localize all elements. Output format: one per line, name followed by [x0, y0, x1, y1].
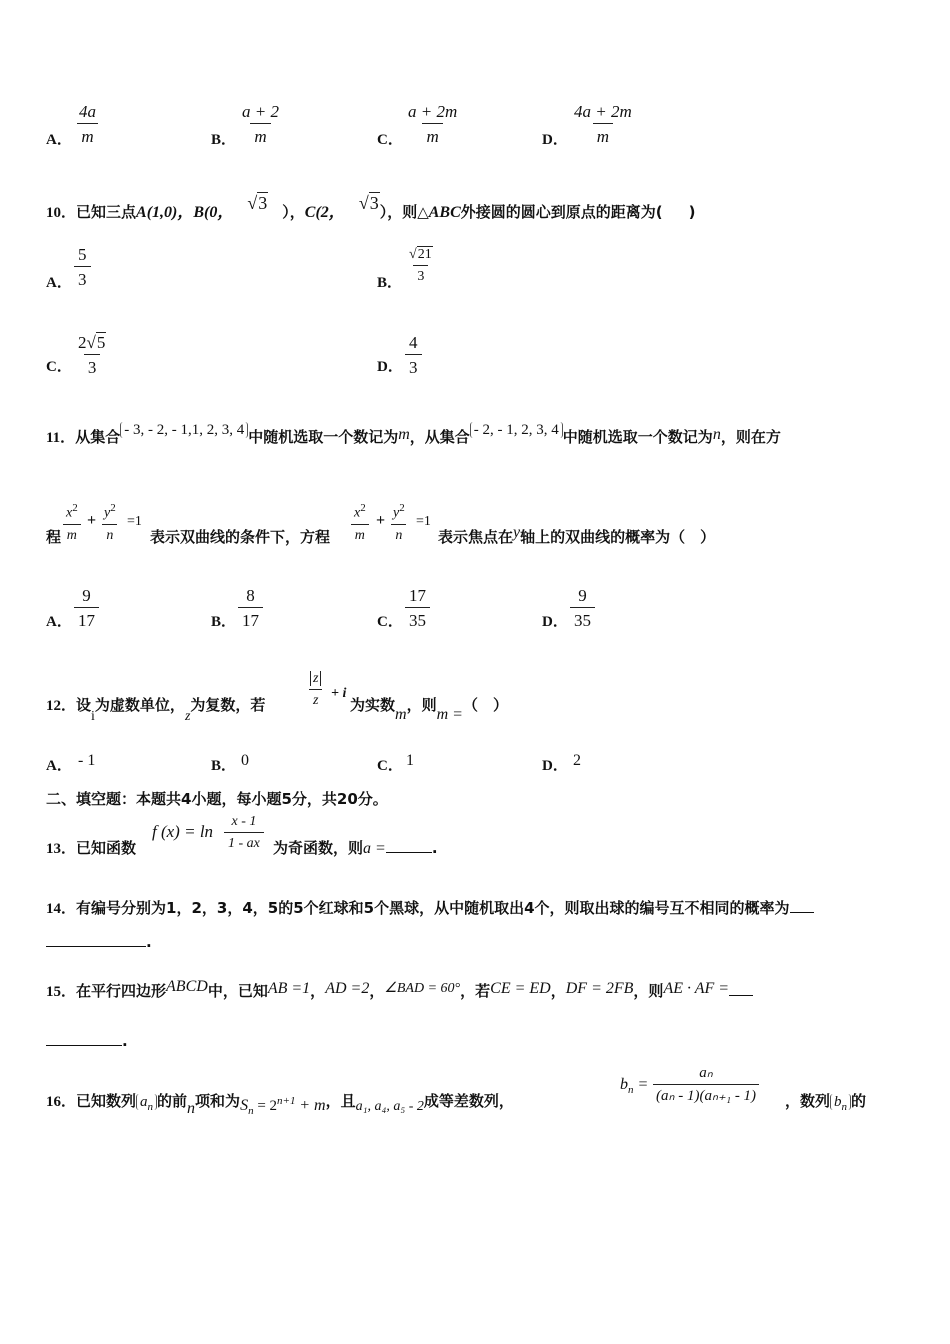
q11-eq1-rhs: =1 — [127, 514, 142, 529]
q14-stem-line2 — [46, 933, 152, 951]
q11-var-m: m — [398, 426, 410, 443]
q14-answer-blank-2[interactable] — [46, 946, 146, 947]
q15-answer-blank-1[interactable] — [729, 995, 753, 996]
q12-text-2: 为虚数单位， — [94, 696, 185, 714]
q12-text-1: 设 — [76, 696, 92, 714]
q10-option-b-fraction — [405, 248, 437, 284]
q9-option-a-den: m — [77, 123, 97, 145]
q15-text-4: ，则 — [633, 982, 664, 1000]
q15-ad: AD =2 — [325, 980, 370, 997]
q15-ce: CE = ED — [490, 980, 551, 997]
q11-option-c-den: 35 — [405, 607, 430, 629]
q16-text-1: 已知数列 — [76, 1092, 137, 1110]
q16-bn-den: (aₙ - 1)(aₙ₊₁ - 1) — [653, 1084, 759, 1104]
q16-number: 16． — [46, 1094, 77, 1110]
q9-option-c-label: C． — [377, 132, 403, 148]
q11-option-b-den: 17 — [238, 607, 263, 629]
q11-option-a-fraction — [74, 587, 99, 629]
q15-abcd: ABCD — [166, 978, 208, 995]
q11-text-9: 轴上的双曲线的概率为（ ） — [520, 528, 716, 546]
q16-var-n: n — [187, 1100, 196, 1117]
q15-sep-2: ， — [369, 982, 385, 1000]
q15-dot: AE · AF = — [663, 980, 730, 997]
q11-set-1: - 3, - 2, - 1,1, 2, 3, 4 — [120, 422, 248, 438]
q16-text-5: 成等差数列， — [423, 1092, 514, 1110]
q10-option-b-label: B． — [377, 275, 403, 291]
q15-sep-3: ， — [550, 982, 566, 1000]
q16-text-2: 的前 — [157, 1092, 188, 1110]
q13-fraction — [224, 815, 264, 851]
q10-option-d-num: 4 — [409, 333, 418, 352]
q16-bn-num: aₙ — [699, 1065, 713, 1081]
q12-number: 12． — [46, 698, 77, 714]
q10-text-a: 已知三点 — [76, 203, 137, 221]
q13-a-eq: a = — [363, 840, 386, 857]
q16-text-3: 项和为 — [195, 1092, 241, 1110]
section-heading: 二、填空题：本题共4小题，每小题5分，共20分。 — [46, 790, 388, 808]
q10-point-a: A(1,0)， — [136, 204, 194, 221]
q12-m-eq: m = — [436, 706, 463, 723]
q16-text-4: ，且 — [325, 1092, 356, 1110]
q11-option-d-den: 35 — [570, 607, 595, 629]
q12-text-5: ，则 — [406, 696, 437, 714]
q12-text-4: 为实数 — [350, 696, 396, 714]
q10-sqrt3-b: √3 — [247, 193, 268, 213]
q12-option-a-label: A． — [46, 758, 72, 774]
q10-point-c: C(2， — [304, 204, 345, 221]
q15-text-1: 在平行四边形 — [76, 982, 167, 1000]
q11-option-a-num: 9 — [82, 586, 91, 605]
q15-text-3: ，若 — [460, 982, 491, 1000]
q12-option-b-value: 0 — [241, 752, 249, 769]
q11-eq2-rhs: =1 — [416, 514, 431, 529]
q11-option-b-num: 8 — [246, 586, 255, 605]
q16-sequence: a₁, a₄, a₅ - 2 — [355, 1099, 424, 1114]
q11-option-a-label: A． — [46, 614, 72, 630]
q12-option-a-value: - 1 — [78, 752, 96, 769]
q15-text-2: 中，已知 — [207, 982, 268, 1000]
q12-plus-i: + i — [331, 686, 347, 701]
q11-eq1-y-num: $y^2$ — [104, 502, 116, 521]
q11-option-d-label: D． — [542, 614, 568, 630]
q10-point-c-end: ），则△ — [379, 203, 429, 221]
q12-var-i: i — [91, 709, 95, 724]
q10-option-c-fraction — [74, 334, 110, 376]
q9-option-c-num: a + 2m — [408, 102, 458, 121]
q13-stem-b — [273, 837, 438, 858]
q16-stem-b — [785, 1090, 866, 1113]
q15-df: DF = 2FB — [565, 980, 634, 997]
q11-eq1-y-fraction — [100, 503, 120, 543]
q11-text-8: 表示焦点在 — [438, 528, 514, 546]
q10-sqrt3-c: √3 — [358, 193, 379, 213]
q11-eq2-x-num: $x^2$ — [354, 502, 366, 521]
q14-stem — [46, 897, 814, 918]
q11-option-c-num: 17 — [409, 586, 426, 605]
q14-end: . — [146, 933, 152, 951]
q13-function: f (x) = ln — [152, 822, 214, 841]
q11-stem-line1 — [46, 422, 781, 447]
q12-frac-den: z — [309, 689, 322, 708]
q16-sn-eq: = $2^{n+1} + m$ — [257, 1095, 326, 1114]
q12-option-b-label: B． — [211, 758, 237, 774]
q11-eq1-plus: + — [87, 512, 97, 529]
q11-stem-line2-end — [438, 526, 715, 547]
q13-end: . — [431, 839, 438, 857]
q13-number: 13． — [46, 841, 77, 857]
q11-option-c-label: C． — [377, 614, 403, 630]
q13-text-2: 为奇函数，则 — [273, 839, 364, 857]
q15-end: . — [122, 1032, 128, 1050]
q12-fraction — [306, 672, 325, 708]
q9-option-b-label: B． — [211, 132, 237, 148]
q15-ab: AB =1 — [267, 980, 311, 997]
q12-option-c-value: 1 — [406, 752, 414, 769]
q9-option-b-fraction — [238, 103, 283, 145]
q11-eq1-y-den: n — [102, 524, 117, 543]
q10-option-b-num: √21 — [409, 247, 432, 262]
q11-text-4: 中随机选取一个数记为 — [562, 428, 713, 446]
q11-option-b-label: B． — [211, 614, 237, 630]
q12-var-m: m — [395, 706, 407, 723]
q10-stem — [46, 193, 696, 222]
q9-option-c-fraction — [404, 103, 461, 145]
q14-answer-blank-1[interactable] — [790, 912, 814, 913]
q13-frac-den: 1 - ax — [224, 832, 264, 851]
q12-stem-b — [350, 694, 508, 723]
q11-option-b-fraction — [238, 587, 263, 629]
q10-point-b: B(0， — [193, 204, 234, 221]
q10-option-a-label: A． — [46, 275, 72, 291]
q9-option-d-label: D． — [542, 132, 568, 148]
q16-stem-a — [46, 1090, 514, 1118]
q9-option-a-label: A． — [46, 132, 72, 148]
q11-var-y: y — [513, 524, 521, 541]
q11-option-a-den: 17 — [74, 607, 99, 629]
q11-eq2-x-fraction — [350, 503, 370, 543]
q10-abc: ABC — [428, 204, 461, 221]
q11-eq2-y-fraction — [389, 503, 409, 543]
q9-option-c-den: m — [422, 123, 442, 145]
q11-text-7: 表示双曲线的条件下，方程 — [150, 528, 331, 546]
q15-stem — [46, 980, 753, 1001]
q16-bn: $b_n$ = — [620, 1076, 649, 1097]
q16-an: $a_n$ — [136, 1094, 157, 1110]
q13-text-1: 已知函数 — [76, 839, 137, 857]
q13-answer-blank[interactable] — [386, 852, 432, 853]
q9-option-d-den: m — [593, 123, 613, 145]
q15-answer-blank-2[interactable] — [46, 1045, 122, 1046]
q11-eq1-x-fraction — [62, 503, 82, 543]
q11-eq2-y-num: $y^2$ — [393, 502, 405, 521]
q11-eq2-plus: + — [376, 512, 386, 529]
q11-text-3: ，从集合 — [409, 428, 470, 446]
q16-sn: $S_n$ — [240, 1097, 254, 1118]
q11-option-c-fraction — [405, 587, 430, 629]
q11-eq1-x-den: m — [63, 524, 81, 543]
q10-option-c-den: 3 — [84, 354, 101, 376]
q10-option-a-fraction — [74, 246, 91, 288]
q15-stem-line2 — [46, 1032, 128, 1050]
q10-option-a-den: 3 — [74, 266, 91, 288]
q9-option-a-fraction — [75, 103, 100, 145]
q12-text-6: （ ） — [462, 696, 508, 714]
q11-text-5: ，则在方 — [720, 428, 781, 446]
q9-option-b-den: m — [250, 123, 270, 145]
q11-option-d-num: 9 — [578, 586, 587, 605]
q12-text-3: 为复数，若 — [190, 696, 266, 714]
q10-option-b-den: 3 — [413, 265, 428, 284]
q10-point-b-end: ）， — [282, 203, 305, 221]
q10-text-c: ) — [688, 203, 696, 221]
q11-var-n: n — [712, 426, 721, 443]
q11-set-2: - 2, - 1, 2, 3, 4 — [470, 422, 563, 438]
q11-eq2-x-den: m — [351, 524, 369, 543]
q12-option-d-label: D． — [542, 758, 568, 774]
q15-angle: ∠BAD = 60° — [384, 981, 461, 996]
q12-option-c-label: C． — [377, 758, 403, 774]
q16-bn-fraction — [653, 1066, 759, 1104]
q10-option-d-fraction — [405, 334, 422, 376]
q14-text: 有编号分别为1，2，3，4，5的5个红球和5个黑球，从中随机取出4个，则取出球的编号互不相同的概率为 — [76, 899, 790, 917]
q10-option-d-den: 3 — [405, 354, 422, 376]
q10-option-d-label: D． — [377, 359, 403, 375]
q9-option-d-fraction — [570, 103, 636, 145]
q10-option-c-num: 2√5 — [78, 333, 106, 352]
q15-number: 15． — [46, 984, 77, 1000]
q12-option-d-value: 2 — [573, 752, 581, 769]
q13-stem-a — [46, 837, 136, 858]
q9-option-b-num: a + 2 — [242, 102, 279, 121]
q14-number: 14． — [46, 901, 77, 917]
q16-text-6: ，数列 — [785, 1092, 831, 1110]
q11-text-6: 程 — [46, 528, 62, 546]
q9-option-d-num: 4a + 2m — [574, 102, 632, 121]
q10-option-c-label: C． — [46, 359, 72, 375]
q10-number: 10． — [46, 205, 77, 221]
q15-sep-1: ， — [310, 982, 326, 1000]
q12-frac-num: z — [306, 672, 325, 689]
q11-text-2: 中随机选取一个数记为 — [248, 428, 399, 446]
q16-bn-seq: $b_n$ — [830, 1094, 851, 1110]
q12-var-z: z — [184, 709, 191, 724]
q11-number: 11． — [46, 430, 76, 446]
q11-eq2-y-den: n — [391, 524, 406, 543]
q9-option-a-num: 4a — [79, 102, 96, 121]
q10-text-b: 外接圆的圆心到原点的距离为( — [460, 203, 663, 221]
q10-option-a-num: 5 — [78, 245, 87, 264]
q11-text-1: 从集合 — [75, 428, 121, 446]
q12-stem-a — [46, 694, 266, 724]
q11-eq1-x-num: $x^2$ — [66, 502, 78, 521]
q16-text-7: 的 — [851, 1092, 867, 1110]
q11-option-d-fraction — [570, 587, 595, 629]
q13-frac-num: x - 1 — [231, 814, 257, 829]
